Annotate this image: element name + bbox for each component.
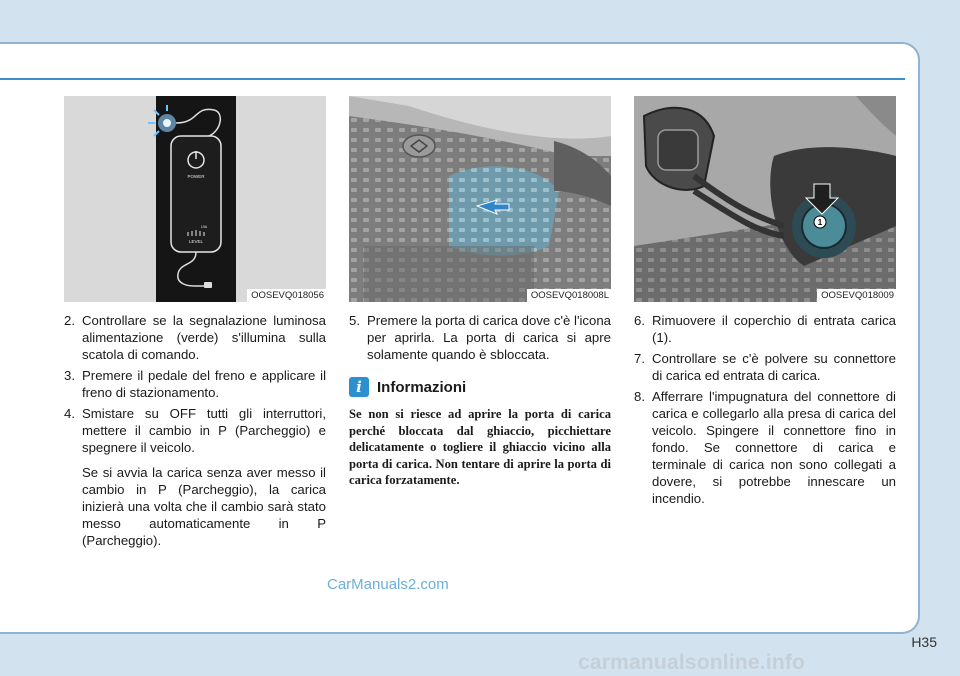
svg-text:LEVEL: LEVEL <box>188 239 204 244</box>
step-text: Smistare su OFF tutti gli interruttori, mettere il cambio in P (Parcheggio) e spegnere il veicolo. <box>82 406 326 455</box>
step-item <box>64 367 326 401</box>
step-number: 3. <box>64 368 75 383</box>
charge-door-illustration <box>349 96 611 302</box>
step-number: 4. <box>64 406 75 421</box>
svg-text:POWER: POWER <box>187 174 205 179</box>
step-number: 8. <box>634 389 645 404</box>
column-2 <box>349 96 611 489</box>
step-item <box>634 350 896 384</box>
watermark-footer: carmanualsonline.info <box>578 651 806 674</box>
step-number: 7. <box>634 351 645 366</box>
svg-text:1: 1 <box>817 218 823 227</box>
control-box-illustration <box>64 96 326 302</box>
figure-charge-inlet <box>634 96 896 302</box>
step-item <box>349 312 611 363</box>
figure-code: OOSEVQ018009 <box>817 289 896 302</box>
step-item <box>64 405 326 456</box>
figure-code: OOSEVQ018056 <box>247 289 326 302</box>
column-3 <box>634 96 896 511</box>
info-header <box>349 377 611 397</box>
figure-code: OOSEVQ018008L <box>527 289 611 302</box>
instruction-list <box>634 312 896 507</box>
info-title: Informazioni <box>377 378 467 396</box>
charge-inlet-illustration <box>634 96 896 302</box>
step-item <box>634 312 896 346</box>
step-text: Rimuovere il coperchio di entrata carica (1). <box>652 313 896 345</box>
manual-page <box>0 42 920 634</box>
step-text: Afferrare l'impugnatura del connettore di carica e collegarlo alla presa di carica del veicolo. Spingere il connettore fino in fondo. Se connettore di carica e terminale di carica non sono collegati a dovere, si potrebbe innescare un incendio. <box>652 389 896 506</box>
svg-text:10A: 10A <box>200 225 208 229</box>
logo-icon <box>403 135 435 157</box>
figure-charge-door <box>349 96 611 302</box>
step-text: Controllare se la segnalazione luminosa alimentazione (verde) s'illumina sulla scatola di comando. <box>82 313 326 362</box>
step-continuation: Se si avvia la carica senza aver messo il cambio in P (Parcheggio), la carica inizierà una volta che il cambio sarà stato messo automaticamente in P (Parcheggio). <box>82 465 326 548</box>
charge-door <box>449 166 559 255</box>
instruction-list <box>349 312 611 363</box>
step-text: Premere il pedale del freno e applicare il freno di stazionamento. <box>82 368 326 400</box>
step-item <box>64 312 326 363</box>
watermark-link[interactable]: CarManuals2.com <box>327 576 449 593</box>
page-number: H35 <box>911 634 937 650</box>
figure-control-box <box>64 96 326 302</box>
instruction-list <box>64 312 326 549</box>
step-text: Premere la porta di carica dove c'è l'icona per aprirla. La porta di carica si apre solamente quando è sbloccata. <box>367 313 611 362</box>
column-1 <box>64 96 326 553</box>
step-item <box>634 388 896 507</box>
info-icon: i <box>349 377 369 397</box>
header-rule <box>0 78 905 80</box>
info-body: Se non si riesce ad aprire la porta di carica perché bloccata dal ghiaccio, picchiettare delicatamente o togliere il ghiaccio vicino alla porta di carica. Non tentare di aprire la porta di carica forzatamente. <box>349 407 611 488</box>
step-number: 2. <box>64 313 75 328</box>
step-text: Controllare se c'è polvere su connettore di carica ed entrata di carica. <box>652 351 896 383</box>
step-number: 6. <box>634 313 645 328</box>
plug-icon <box>204 282 212 288</box>
step-number: 5. <box>349 313 360 328</box>
